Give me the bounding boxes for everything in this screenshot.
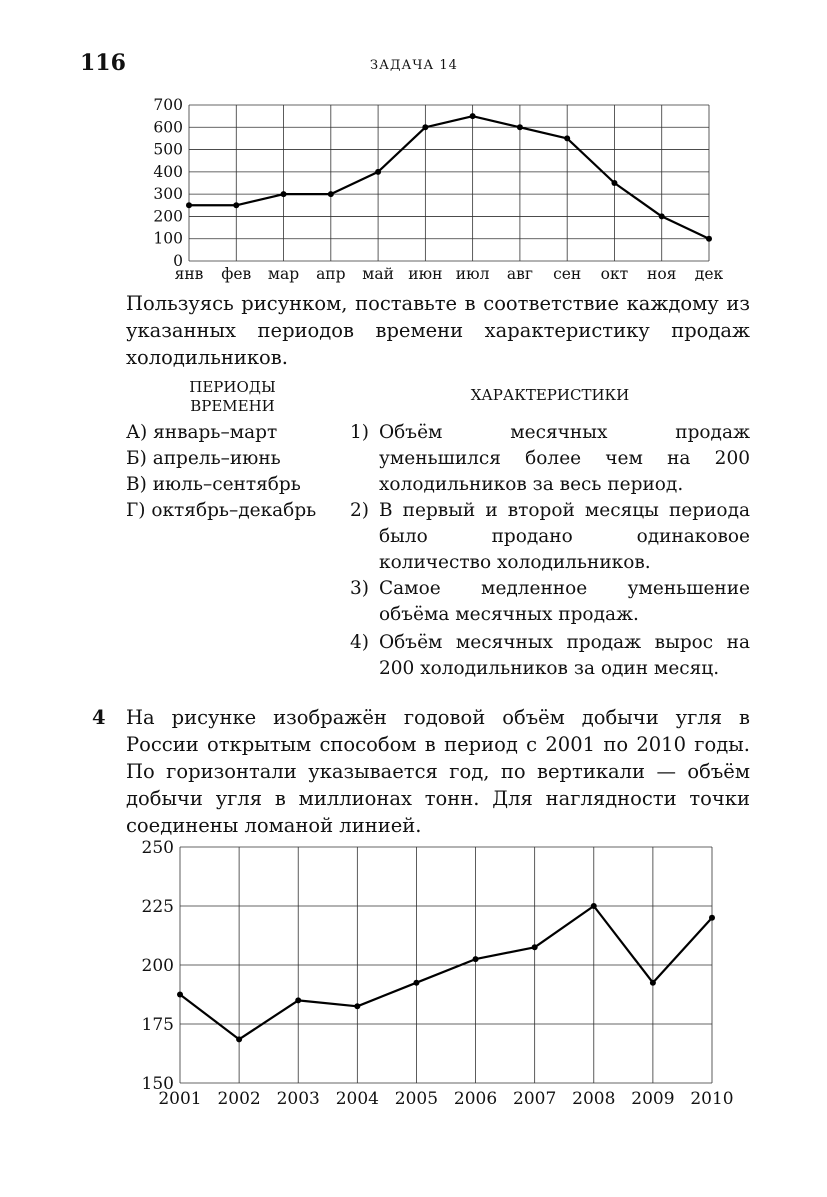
y-tick-label: 225: [141, 897, 174, 917]
y-tick-label: 150: [141, 1074, 174, 1094]
data-point: [233, 202, 239, 208]
x-tick-label: окт: [600, 265, 629, 283]
periods-list: [126, 420, 316, 524]
data-point: [517, 124, 523, 130]
x-tick-label: 2006: [453, 1089, 498, 1109]
data-point: [470, 113, 476, 119]
data-point: [564, 135, 570, 141]
characteristic-number: 1): [350, 422, 369, 443]
period-item: Б) апрель–июнь: [126, 448, 281, 469]
data-point: [281, 191, 287, 197]
period-item: Г) октябрь–декабрь: [126, 500, 317, 521]
x-tick-label: апр: [316, 265, 346, 283]
x-tick-label: 2009: [631, 1089, 675, 1109]
characteristic-item: [350, 630, 750, 682]
x-tick-label: 2001: [158, 1089, 202, 1109]
data-point: [413, 980, 419, 986]
periods-header: [150, 378, 315, 416]
data-point: [611, 180, 617, 186]
series-line: [189, 116, 709, 239]
data-point: [650, 980, 656, 986]
page-number: 116: [80, 50, 126, 76]
x-tick-label: 2002: [217, 1089, 261, 1109]
y-tick-label: 0: [173, 252, 183, 270]
data-point: [473, 956, 479, 962]
y-tick-label: 600: [153, 118, 183, 137]
data-point: [422, 124, 428, 130]
x-tick-label: 2007: [513, 1089, 557, 1109]
data-point: [709, 915, 715, 921]
periods-header-line1: ПЕРИОДЫ: [189, 378, 276, 396]
y-tick-label: 500: [153, 140, 183, 159]
y-tick-label: 250: [141, 838, 174, 858]
characteristic-text: Объём месячных продаж уменьшился более чем на 200 холодильников за весь период.: [379, 422, 750, 495]
x-tick-label: 2005: [394, 1089, 439, 1109]
y-tick-label: 175: [141, 1015, 174, 1035]
x-tick-label: фев: [221, 265, 252, 283]
characteristic-number: 3): [350, 578, 369, 599]
data-point: [328, 191, 334, 197]
characteristics-header: ХАРАКТЕРИСТИКИ: [470, 386, 630, 404]
x-tick-label: авг: [506, 265, 533, 283]
problem-4-text: На рисунке изображён годовой объём добычи угля в России открытым способом в период с 2001 по 2010 годы. По горизонтали указывается год, по вертикали — объём добычи угля в миллионах тонн. Для наглядности точки соединены ломаной линией.: [126, 706, 750, 837]
characteristic-text: Самое медленное уменьшение объёма месячных продаж.: [379, 578, 750, 625]
data-point: [236, 1036, 242, 1042]
y-tick-label: 100: [153, 229, 183, 248]
x-tick-label: янв: [174, 265, 204, 283]
characteristic-text: Объём месячных продаж вырос на 200 холодильников за один месяц.: [379, 632, 750, 679]
x-tick-label: 2003: [276, 1089, 320, 1109]
x-tick-label: ноя: [647, 265, 677, 283]
characteristic-item: [350, 576, 750, 628]
coal-line-chart: [0, 830, 827, 1120]
period-item: В) июль–сентябрь: [126, 474, 301, 495]
sales-line-chart: [0, 0, 827, 300]
y-tick-label: 400: [153, 162, 183, 181]
data-point: [706, 236, 712, 242]
characteristic-item: [350, 498, 750, 576]
data-point: [354, 1003, 360, 1009]
x-tick-label: сен: [553, 265, 582, 283]
x-tick-label: 2008: [572, 1089, 616, 1109]
x-tick-label: дек: [694, 265, 724, 283]
data-point: [659, 213, 665, 219]
x-tick-label: 2010: [690, 1089, 734, 1109]
characteristic-number: 4): [350, 632, 369, 653]
x-tick-label: май: [362, 265, 394, 283]
data-point: [177, 992, 183, 998]
data-point: [591, 903, 597, 909]
x-tick-label: 2004: [335, 1089, 379, 1109]
characteristic-text: В первый и второй месяцы периода было продано одинаковое количество холодильников.: [379, 500, 750, 573]
x-tick-label: июл: [455, 265, 490, 283]
x-tick-label: июн: [408, 265, 443, 283]
data-point: [532, 944, 538, 950]
data-point: [295, 997, 301, 1003]
characteristic-number: 2): [350, 500, 369, 521]
y-tick-label: 700: [153, 96, 183, 114]
y-tick-label: 300: [153, 185, 183, 204]
section-header: ЗАДАЧА 14: [370, 58, 458, 73]
period-item: А) январь–март: [126, 422, 278, 443]
characteristic-item: [350, 420, 750, 498]
data-point: [375, 169, 381, 175]
problem-4-number: 4: [92, 706, 106, 729]
y-tick-label: 200: [153, 207, 183, 226]
x-tick-label: мар: [267, 265, 300, 283]
data-point: [186, 202, 192, 208]
series-line: [180, 906, 712, 1039]
problem-3-instruction: Пользуясь рисунком, поставьте в соответствие каждому из указанных периодов времени характеристику продаж холодильников.: [126, 292, 750, 369]
y-tick-label: 200: [141, 956, 174, 976]
periods-header-line2: ВРЕМЕНИ: [190, 397, 275, 415]
